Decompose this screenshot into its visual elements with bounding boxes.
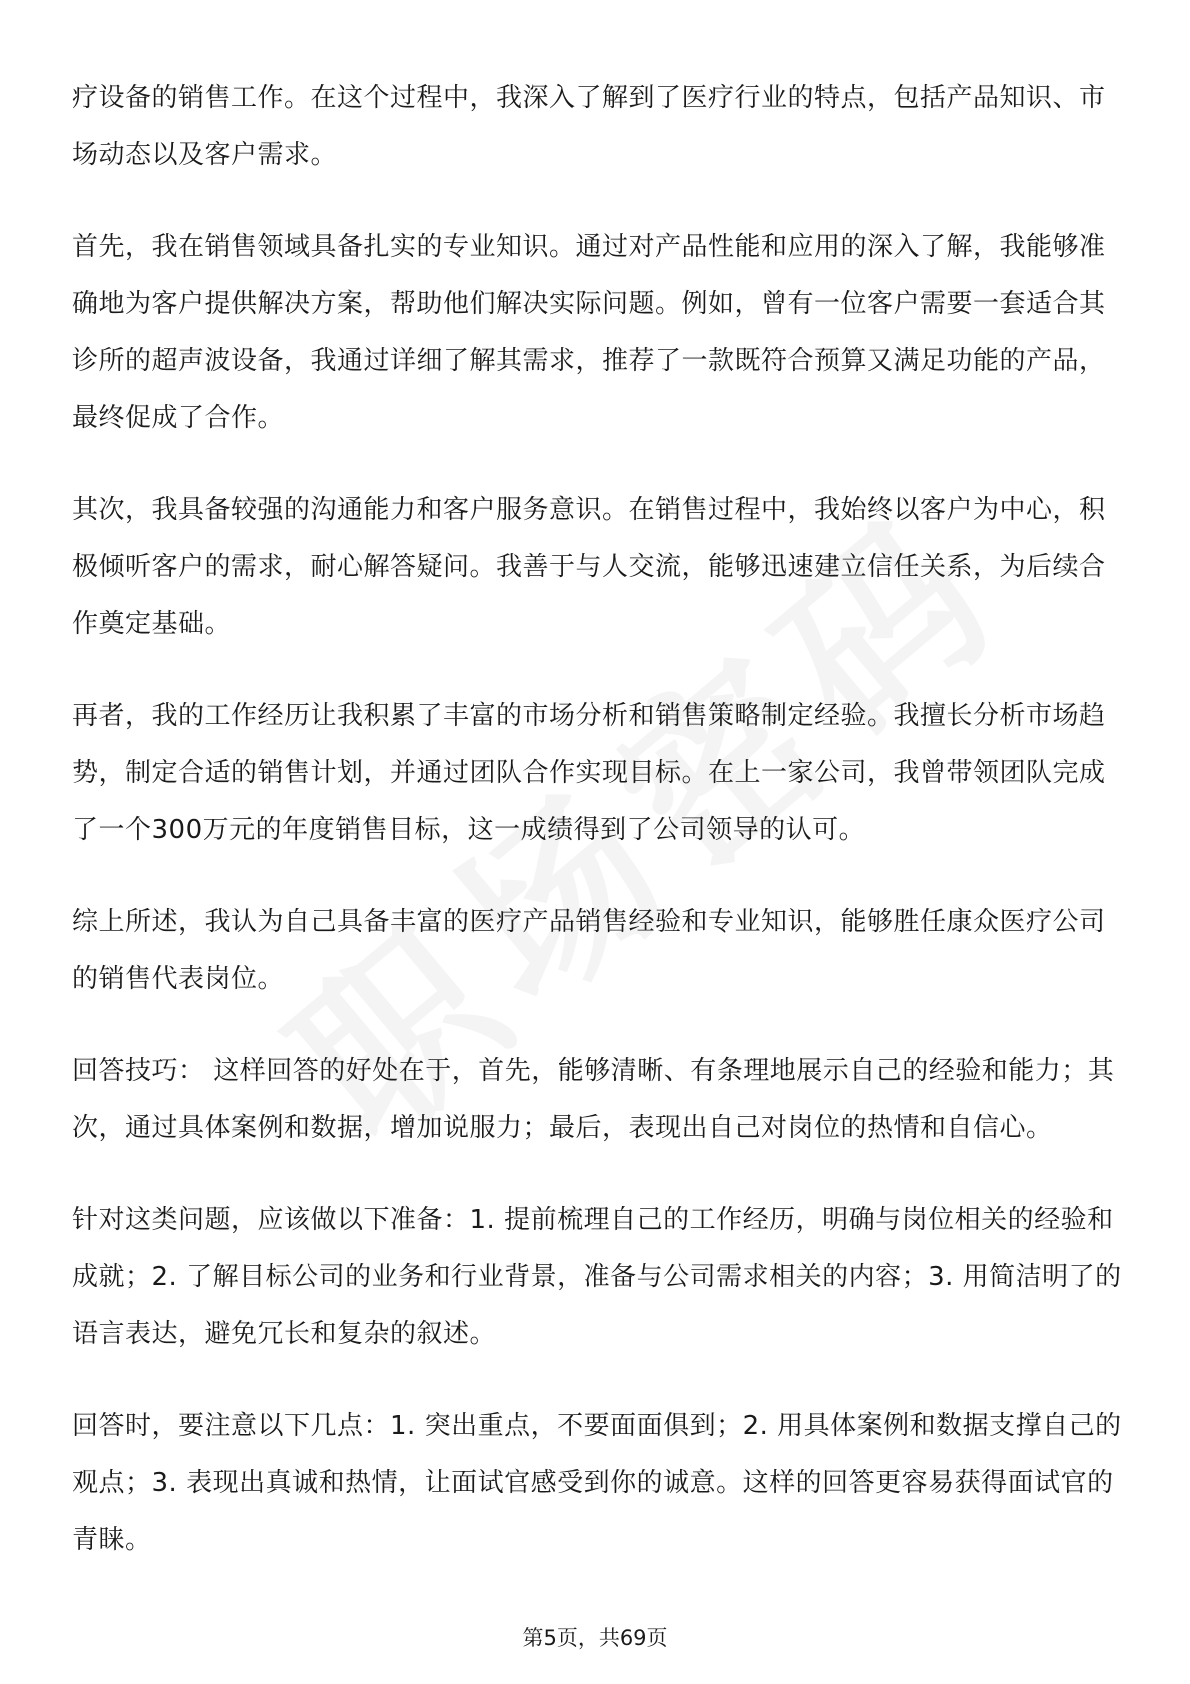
paragraph-6: 回答技巧： 这样回答的好处在于，首先，能够清晰、有条理地展示自己的经验和能力；其次，通过具体案例和数据，增加说服力；最后，表现出自己对岗位的热情和自信心。 bbox=[72, 1056, 1115, 1143]
paragraph-8: 回答时，要注意以下几点：1. 突出重点，不要面面俱到；2. 用具体案例和数据支撑自己的观点；3. 表现出真诚和热情，让面试官感受到你的诚意。这样的回答更容易获得面试官的青睐。 bbox=[72, 1411, 1122, 1555]
paragraph-2: 首先，我在销售领域具备扎实的专业知识。通过对产品性能和应用的深入了解，我能够准确地为客户提供解决方案，帮助他们解决实际问题。例如，曾有一位客户需要一套适合其诊所的超声波设备，我通过详细了解其需求，推荐了一款既符合预算又满足功能的产品，最终促成了合作。 bbox=[72, 232, 1106, 433]
paragraph-3: 其次，我具备较强的沟通能力和客户服务意识。在销售过程中，我始终以客户为中心，积极倾听客户的需求，耐心解答疑问。我善于与人交流，能够迅速建立信任关系，为后续合作奠定基础。 bbox=[72, 495, 1106, 639]
page-number: 第5页，共69页 bbox=[522, 1626, 668, 1650]
paragraph-7: 针对这类问题，应该做以下准备：1. 提前梳理自己的工作经历，明确与岗位相关的经验和成就；2. 了解目标公司的业务和行业背景，准备与公司需求相关的内容；3. 用简洁明了的语言表达，避免冗长和复杂的叙述。 bbox=[72, 1205, 1122, 1349]
document-body bbox=[72, 70, 1122, 1604]
paragraph-4: 再者，我的工作经历让我积累了丰富的市场分析和销售策略制定经验。我擅长分析市场趋势，制定合适的销售计划，并通过团队合作实现目标。在上一家公司，我曾带领团队完成了一个300万元的年度销售目标，这一成绩得到了公司领导的认可。 bbox=[72, 701, 1106, 845]
paragraph-5: 综上所述，我认为自己具备丰富的医疗产品销售经验和专业知识，能够胜任康众医疗公司的销售代表岗位。 bbox=[72, 907, 1106, 994]
paragraph-1: 疗设备的销售工作。在这个过程中，我深入了解到了医疗行业的特点，包括产品知识、市场动态以及客户需求。 bbox=[72, 83, 1106, 170]
